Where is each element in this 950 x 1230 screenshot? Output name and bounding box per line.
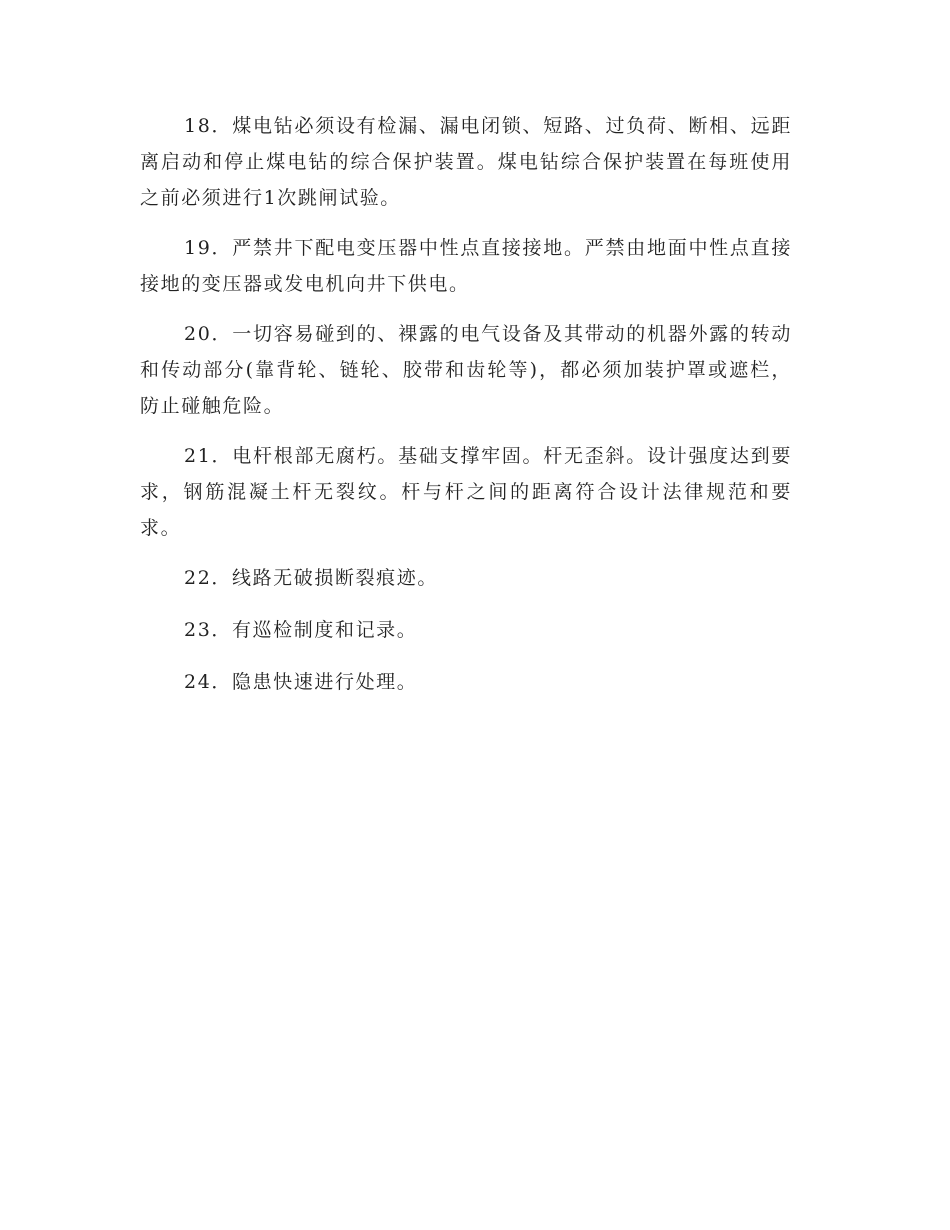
paragraph-21: 21．电杆根部无腐朽。基础支撑牢固。杆无歪斜。设计强度达到要求，钢筋混凝土杆无裂纹。杆与杆之间的距离符合设计法律规范和要求。 [140,445,792,539]
paragraph-19: 19．严禁井下配电变压器中性点直接接地。严禁由地面中性点直接接地的变压器或发电机向井下供电。 [140,237,792,295]
paragraph-24: 24．隐患快速进行处理。 [184,671,418,693]
paragraph-23: 23．有巡检制度和记录。 [184,619,418,641]
document-body [140,108,792,716]
paragraph-18: 18．煤电钻必须设有检漏、漏电闭锁、短路、过负荷、断相、远距离启动和停止煤电钻的综合保护装置。煤电钻综合保护装置在每班使用之前必须进行1次跳闸试验。 [140,115,792,209]
paragraph-22: 22．线路无破损断裂痕迹。 [184,567,438,589]
paragraph-20: 20．一切容易碰到的、裸露的电气设备及其带动的机器外露的转动和传动部分(靠背轮、链轮、胶带和齿轮等)，都必须加装护罩或遮栏，防止碰触危险。 [140,323,792,417]
